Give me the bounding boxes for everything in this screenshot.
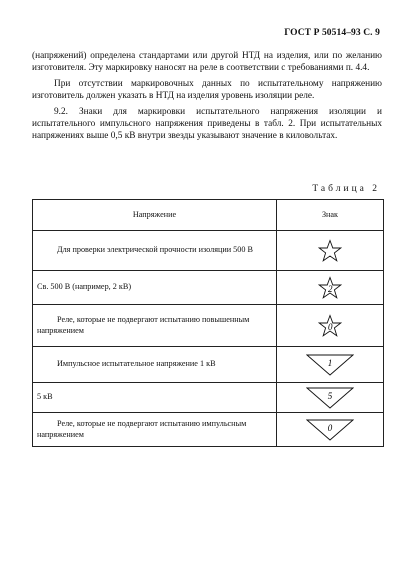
sign-digit: 2 [327, 283, 333, 294]
triangle-zero-icon [306, 419, 354, 441]
voltage-cell: Импульсное испытательное напряжение 1 кВ [33, 347, 277, 383]
triangle-digit-icon [306, 387, 354, 409]
sign-cell [277, 271, 384, 305]
table-row [33, 383, 384, 413]
table-caption: Таблица 2 [312, 184, 380, 194]
paragraph-3: 9.2. Знаки для маркировки испытательного напряжения изоляции и испытательного импульсного напряжения приведены в табл. 2. При испытательных напряжениях выше 0,5 кВ внутри звезды указывают значение в киловольтах. [32, 106, 382, 142]
star-digit-icon [318, 276, 342, 300]
table-row [33, 347, 384, 383]
voltage-cell: 5 кВ [33, 383, 277, 413]
sign-cell [277, 231, 384, 271]
star-empty-icon [318, 239, 342, 263]
table-header-row [33, 200, 384, 231]
voltage-cell: Реле, которые не подвергают испытанию повышенным напряжением [33, 305, 277, 347]
triangle-digit-icon [306, 354, 354, 376]
sign-cell [277, 347, 384, 383]
paragraph-2: При отсутствии маркировочных данных по испытательному напряжению изготовитель должен указать в НТД на изделия уровень изоляции реле. [32, 78, 382, 102]
signs-table [32, 199, 384, 447]
table-row [33, 305, 384, 347]
sign-digit: 1 [327, 357, 333, 368]
table-row [33, 271, 384, 305]
sign-cell [277, 383, 384, 413]
sign-cell [277, 305, 384, 347]
sign-digit: 0 [327, 422, 333, 433]
paragraph-1: (напряжений) определена стандартами или другой НТД на изделия, или по желанию изготовителя. Эту маркировку наносят на реле в соответствии с требованиями п. 4.4. [32, 51, 382, 74]
page-header-code: ГОСТ Р 50514–93 С. 9 [284, 28, 380, 38]
column-header-voltage: Напряжение [33, 200, 277, 231]
voltage-cell: Реле, которые не подвергают испытанию импульсным напряжением [33, 413, 277, 447]
sign-cell [277, 413, 384, 447]
table-row [33, 413, 384, 447]
sign-digit: 0 [327, 321, 333, 332]
column-header-sign: Знак [277, 200, 384, 231]
body-text [32, 50, 382, 146]
star-zero-icon [318, 314, 342, 338]
table-row [33, 231, 384, 271]
voltage-cell: Св. 500 В (например, 2 кВ) [33, 271, 277, 305]
voltage-cell: Для проверки электрической прочности изоляции 500 В [33, 231, 277, 271]
sign-digit: 5 [327, 390, 333, 401]
